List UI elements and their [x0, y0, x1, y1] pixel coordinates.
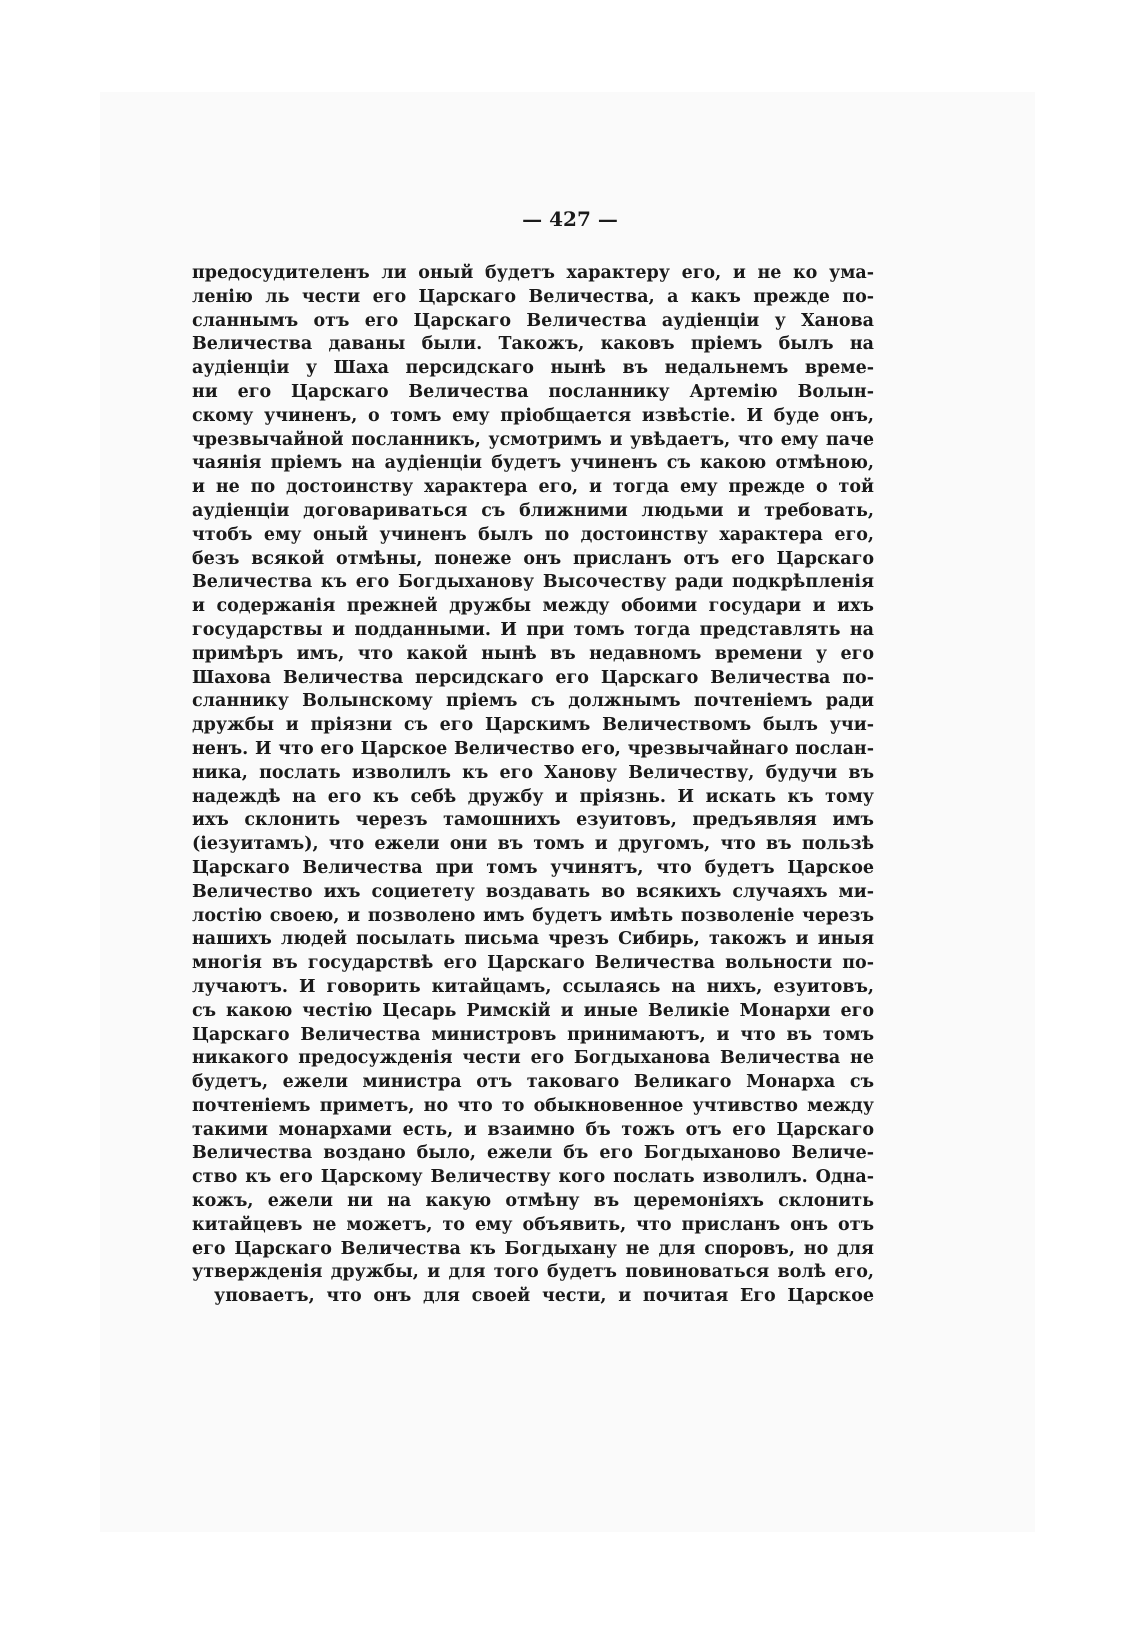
text-line: аудіенціи у Шаха персидскаго нынѣ въ недальнемъ време- [192, 358, 874, 379]
text-line: ихъ склонить черезъ тамошнихъ езуитовъ, предъявляя имъ [192, 810, 874, 831]
text-line: и не по достоинству характера его, и тогда ему прежде о той [192, 477, 874, 498]
page-number: — 427 — [522, 207, 618, 231]
text-line: лостію своею, и позволено имъ будетъ имѣть позволеніе черезъ [192, 905, 874, 926]
text-line: чтобъ ему оный учиненъ былъ по достоинству характера его, [192, 524, 874, 545]
text-line: надеждѣ на его къ себѣ дружбу и пріязнь. И искать къ тому [192, 786, 874, 807]
text-line: скому учиненъ, о томъ ему пріобщается извѣстіе. И буде онъ, [192, 405, 874, 426]
text-line: утвержденія дружбы, и для того будетъ повиноваться волѣ его, [192, 1262, 874, 1283]
text-line: (іезуитамъ), что ежели они въ томъ и другомъ, что въ пользѣ [192, 834, 874, 855]
text-line: никакого предосужденія чести его Богдыханова Величества не [192, 1048, 874, 1069]
text-line: будетъ, ежели министра отъ таковаго Великаго Монарха съ [192, 1072, 874, 1093]
text-line: сланнымъ отъ его Царскаго Величества аудіенціи у Ханова [192, 310, 874, 331]
text-line: Величества воздано было, ежели бъ его Богдыханово Величе- [192, 1143, 874, 1164]
text-line: чрезвычайной посланникъ, усмотримъ и увѣдаетъ, что ему паче [192, 429, 874, 450]
text-line: лучаютъ. И говорить китайцамъ, ссылаясь на нихъ, езуитовъ, [192, 976, 874, 997]
text-line: ни его Царскаго Величества посланнику Артемію Волын- [192, 381, 874, 402]
body-text [192, 262, 874, 1309]
text-line: Величества даваны были. Такожъ, каковъ пріемъ былъ на [192, 334, 874, 355]
text-line: ленію ль чести его Царскаго Величества, а какъ прежде по- [192, 286, 874, 307]
text-line: безъ всякой отмѣны, понеже онъ присланъ отъ его Царскаго [192, 548, 874, 569]
text-line: государствы и подданными. И при томъ тогда представлять на [192, 619, 874, 640]
text-line: сланнику Волынскому пріемъ съ должнымъ почтеніемъ ради [192, 691, 874, 712]
text-line: такими монархами есть, и взаимно бъ тожъ отъ его Царскаго [192, 1119, 874, 1140]
text-line: китайцевъ не можетъ, то ему объявить, что присланъ онъ отъ [192, 1214, 874, 1235]
text-line: Величества къ его Богдыханову Высочеству ради подкрѣпленія [192, 572, 874, 593]
text-line: уповаетъ, что онъ для своей чести, и почитая Его Царское [214, 1286, 874, 1307]
text-line: кожъ, ежели ни на какую отмѣну въ церемоніяхъ склонить [192, 1191, 874, 1212]
text-line: аудіенціи договариваться съ ближними людьми и требовать, [192, 500, 874, 521]
text-line: дружбы и пріязни съ его Царскимъ Величествомъ былъ учи- [192, 715, 874, 736]
text-line: ство къ его Царскому Величеству кого послать изволилъ. Однa- [192, 1167, 874, 1188]
text-line: Шахова Величества персидскаго его Царскаго Величества по- [192, 667, 874, 688]
text-line: почтеніемъ приметъ, но что то обыкновенное учтивство между [192, 1095, 874, 1116]
text-line: предосудителенъ ли оный будетъ характеру его, и не ко ума- [192, 263, 874, 283]
text-line: Царскаго Величества при томъ учинятъ, что будетъ Царское [192, 857, 874, 878]
text-line: чаянія пріемъ на аудіенціи будетъ учиненъ съ какою отмѣною, [192, 453, 874, 474]
text-line: ненъ. И что его Царское Величество его, чрезвычайнаго послан- [192, 738, 874, 759]
text-line: и содержанія прежней дружбы между обоими государи и ихъ [192, 596, 874, 617]
text-line: нашихъ людей посылать письма чрезъ Сибирь, такожъ и иныя [192, 929, 874, 950]
text-line: съ какою честію Цесарь Римскій и иные Великіе Монархи его [192, 1000, 874, 1021]
text-line: многія въ государствѣ его Царскаго Величества вольности по- [192, 953, 874, 974]
text-line: его Царскаго Величества къ Богдыхану не для споровъ, но для [192, 1238, 874, 1259]
text-line: Величество ихъ социетету воздавать во всякихъ случаяхъ ми- [192, 881, 874, 902]
text-line: примѣръ имъ, что какой нынѣ въ недавномъ времени у его [192, 643, 874, 664]
text-line: ника, послать изволилъ къ его Ханову Величеству, будучи въ [192, 762, 874, 783]
text-line: Царскаго Величества министровъ принимаютъ, и что въ томъ [192, 1024, 874, 1045]
